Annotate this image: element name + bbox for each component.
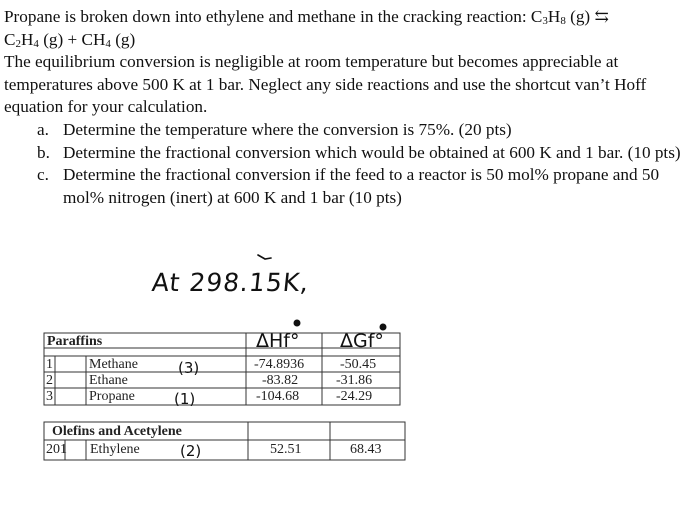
- table-row-index: 1: [46, 357, 53, 372]
- table-row-dgf: 68.43: [350, 442, 382, 457]
- table-row-index: 201: [46, 442, 67, 457]
- reaction-line-1: Propane is broken down into ethylene and methane in the cracking reaction: $C_3H_8$ (g) ⇆: [4, 7, 609, 27]
- problem-paragraph: The equilibrium conversion is negligible at room temperature but becomes appreciable at temperatures above 500 K at 1 bar. Neglect any side reactions and use the shortcut van’t Hoff equation for your calculation.: [4, 52, 647, 117]
- table-row-name: Ethylene: [90, 442, 140, 457]
- table-row-index: 2: [46, 373, 53, 388]
- table-row-dhf: -74.8936: [254, 357, 305, 372]
- handwritten-label-ethylene: (2): [180, 442, 202, 460]
- reaction-line-2: $C_2H_4$ $(g) + CH_4$ (g): [4, 29, 136, 50]
- paraffins-header: Paraffins: [47, 334, 103, 349]
- table-row-name: Propane: [89, 389, 135, 404]
- table-row-dhf: 52.51: [270, 442, 302, 457]
- handwritten-temperature-note: At 298.15K,: [150, 268, 311, 297]
- handwritten-label-propane: (1): [174, 390, 196, 408]
- table-row-name: Ethane: [89, 373, 128, 388]
- table-row-dgf: -24.29: [336, 389, 373, 404]
- table-row-dgf: -31.86: [336, 373, 373, 388]
- handwritten-dgf-header: ΔGf°: [340, 330, 384, 352]
- question-a: a. Determine the temperature where the conversion is 75%. (20 pts): [37, 119, 512, 139]
- question-c: c. Determine the fractional conversion if the feed to a reactor is 50 mol% propane and 50 mol% nitrogen (inert) at 600 K and 1 bar (10 pts): [37, 165, 660, 207]
- table-row-index: 3: [46, 389, 53, 404]
- handwritten-dhf-header: ΔHf°: [256, 330, 300, 352]
- handwritten-label-methane: (3): [178, 359, 200, 377]
- table-row-dhf: -104.68: [256, 389, 300, 404]
- question-b: b. Determine the fractional conversion which would be obtained at 600 K and 1 bar. (10 pts): [37, 142, 681, 162]
- table-row-dgf: -50.45: [340, 357, 377, 372]
- table-row-name: Methane: [89, 357, 138, 372]
- table-row-dhf: -83.82: [262, 373, 299, 388]
- olefins-header: Olefins and Acetylene: [52, 424, 182, 439]
